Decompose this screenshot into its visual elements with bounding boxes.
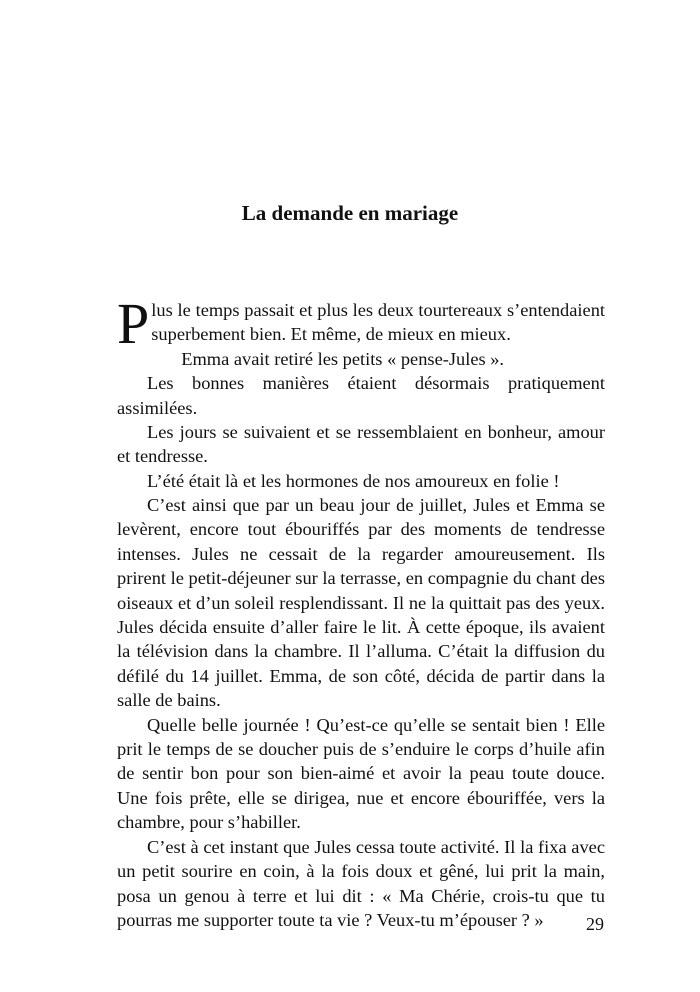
paragraph: Emma avait retiré les petits « pense-Jules ». (181, 348, 505, 369)
chapter-title: La demande en mariage (241, 201, 459, 225)
paragraph: C’est ainsi que par un beau jour de juillet, Jules et Emma se levèrent, encore tout ébouriffés par des moments de tendresse intenses. Jules ne cessait de la regarder amoureusement. Ils prirent le petit-déjeuner sur la terrasse, en compagnie du chant des oiseaux et d’un soleil resplendissant. Il ne la quittait pas des yeux. Jules décida ensuite d’aller faire le lit. À cette époque, ils avaient la télévision dans la chambre. Il l’alluma. C’était la diffusion du défilé du 14 juillet. Emma, de son côté, décida de partir dans la salle de bains. (117, 495, 605, 711)
paragraph: Les jours se suivaient et se ressemblaient en bonheur, amour et tendresse. (117, 422, 605, 467)
opening-paragraph-text: lus le temps passait et plus les deux tourtereaux s’entendaient superbement bien. Et même, de mieux en mieux. (151, 300, 605, 345)
page-number: 29 (586, 914, 604, 934)
story-section (117, 493, 605, 932)
paragraph: C’est à cet instant que Jules cessa toute activité. Il la fixa avec un petit sourire en coin, à la fois doux et gêné, lui prit la main, posa un genou à terre et lui dit : « Ma Chérie, crois-tu que tu pourras me supporter toute ta vie ? Veux-tu m’épouser ? » (117, 836, 605, 930)
paragraph: Quelle belle journée ! Qu’est-ce qu’elle se sentait bien ! Elle prit le temps de se doucher puis de s’enduire le corps d’huile afin de sentir bon pour son bien-aimé et avoir la peau toute douce. Une fois prête, elle se dirigea, nue et encore ébouriffée, vers la chambre, pour s’habiller. (117, 714, 605, 833)
intro-section (117, 291, 605, 493)
opening-paragraph (117, 291, 605, 356)
paragraph: Les bonnes manières étaient désormais pratiquement assimilées. (117, 373, 605, 418)
paragraph: L’été était là et les hormones de nos amoureux en folie ! (147, 470, 560, 491)
drop-cap: P (117, 291, 150, 356)
